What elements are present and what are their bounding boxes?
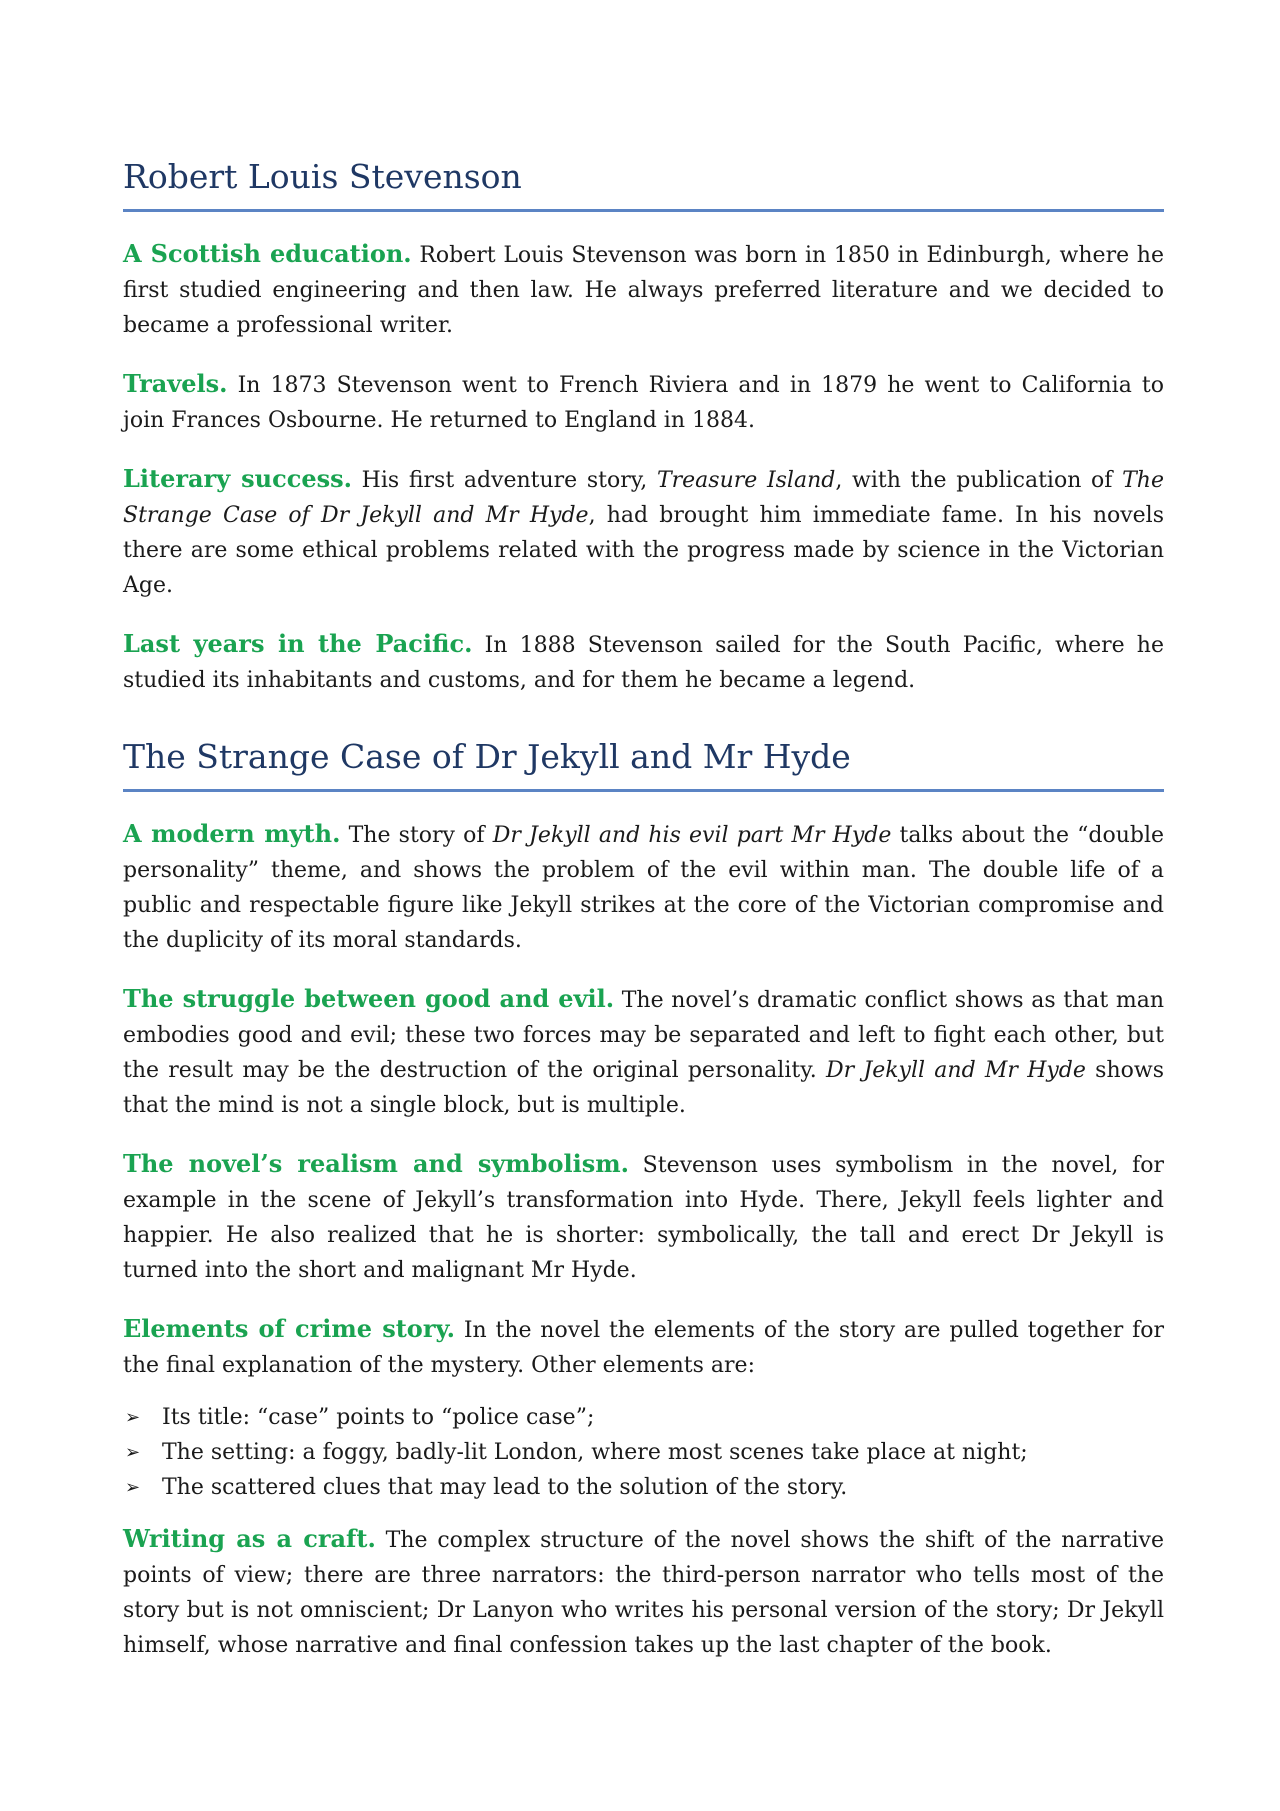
paragraph-text: The story of [348, 823, 485, 848]
paragraph-modern-myth [123, 816, 1164, 958]
section-body [123, 816, 1164, 1663]
paragraph-lead: The struggle between good and evil. [123, 984, 615, 1013]
list-item [123, 1435, 1164, 1470]
section-heading: Robert Louis Stevenson [123, 157, 1164, 212]
paragraph-text: talks about the “double personality” theme, and shows the problem of the evil within man. The double life of a public and respectable figure like Jekyll strikes at the core of the Victorian compromise and the duplicity of its moral standards. [123, 823, 1165, 953]
list-item-text: Its title: “case” points to “police case”; [162, 1405, 595, 1430]
list-item-text: The scattered clues that may lead to the solution of the story. [162, 1475, 848, 1500]
paragraph-text: His first adventure story, [361, 468, 648, 493]
paragraph-text: The complex structure of the novel shows the shift of the narrative points of view; there are three narrators: the third-person narrator who tells most of the story but is not omniscient; Dr Lanyon who writes his personal version of the story; Dr Jekyll himself, whose narrative and final confession takes up the last chapter of the book. [123, 1528, 1164, 1658]
paragraph-lead: A modern myth. [123, 819, 341, 848]
paragraph-lead: Writing as a craft. [123, 1524, 376, 1553]
section-body [123, 236, 1164, 698]
book-title: Treasure Island [656, 468, 836, 493]
crime-elements-list [123, 1400, 1164, 1505]
section-jekyll-hyde [123, 737, 1164, 1686]
paragraph-text: Robert Louis Stevenson was born in 1850 in Edinburgh, where he first studied engineering and then law. He always preferred literature and we decided to became a professional writer. [123, 243, 1164, 338]
list-item [123, 1470, 1164, 1505]
section-heading: The Strange Case of Dr Jekyll and Mr Hyde [123, 737, 1164, 792]
paragraph-travels [123, 366, 1164, 438]
paragraph-text: , with the publication of [835, 468, 1113, 493]
paragraph-writing-craft [123, 1521, 1164, 1663]
arrowhead-bullet-icon: ➢ [125, 1407, 141, 1428]
paragraph-lead: A Scottish education. [123, 239, 412, 268]
paragraph-text: In the novel the elements of the story are pulled together for the final explanation of the mystery. Other elements are: [123, 1318, 1165, 1378]
section-stevenson [123, 157, 1164, 721]
paragraph-crime-story [123, 1311, 1164, 1383]
paragraph-text: In 1888 Stevenson sailed for the South Pacific, where he studied its inhabitants and customs, and for them he became a legend. [123, 633, 1164, 693]
paragraph-last-years [123, 626, 1164, 698]
arrowhead-bullet-icon: ➢ [125, 1442, 141, 1463]
paragraph-text: In 1873 Stevenson went to French Riviera and in 1879 he went to California to join Frances Osbourne. He returned to England in 1884. [123, 373, 1164, 433]
arrowhead-bullet-icon: ➢ [125, 1477, 141, 1498]
paragraph-realism-symbolism [123, 1146, 1164, 1288]
paragraph-text: The novel’s dramatic conflict shows as that man embodies good and evil; these two forces may be separated and left to fight each other, but the result may be the destruction of the original personality. [123, 988, 1164, 1083]
paragraph-literary-success [123, 461, 1164, 603]
paragraph-good-and-evil [123, 981, 1164, 1123]
list-item-text: The setting: a foggy, badly-lit London, where most scenes take place at night; [162, 1440, 1028, 1465]
paragraph-lead: Literary success. [123, 464, 352, 493]
paragraph-lead: The novel’s realism and symbolism. [123, 1149, 629, 1178]
list-item [123, 1400, 1164, 1435]
paragraph-lead: Last years in the Pacific. [123, 629, 473, 658]
paragraph-text: , had brought him immediate fame. In his novels there are some ethical problems related with the progress made by science in the Victorian Age. [123, 503, 1165, 598]
paragraph-lead: Elements of crime story. [123, 1314, 456, 1343]
paragraph-scottish-education [123, 236, 1164, 343]
paragraph-text: Stevenson uses symbolism in the novel, for example in the scene of Jekyll’s transformation into Hyde. There, Jekyll feels lighter and happier. He also realized that he is shorter: symbolically, the tall and erect Dr Jekyll is turned into the short and malignant Mr Hyde. [123, 1153, 1164, 1283]
paragraph-lead: Travels. [123, 369, 228, 398]
book-title: The Strange Case of Dr Jekyll and Mr Hyde [123, 468, 1164, 528]
book-title: Dr Jekyll and Mr Hyde [825, 1058, 1086, 1083]
paragraph-text: shows that the mind is not a single block, but is multiple. [123, 1058, 1164, 1118]
book-title: Dr Jekyll and his evil part Mr Hyde [492, 823, 892, 848]
